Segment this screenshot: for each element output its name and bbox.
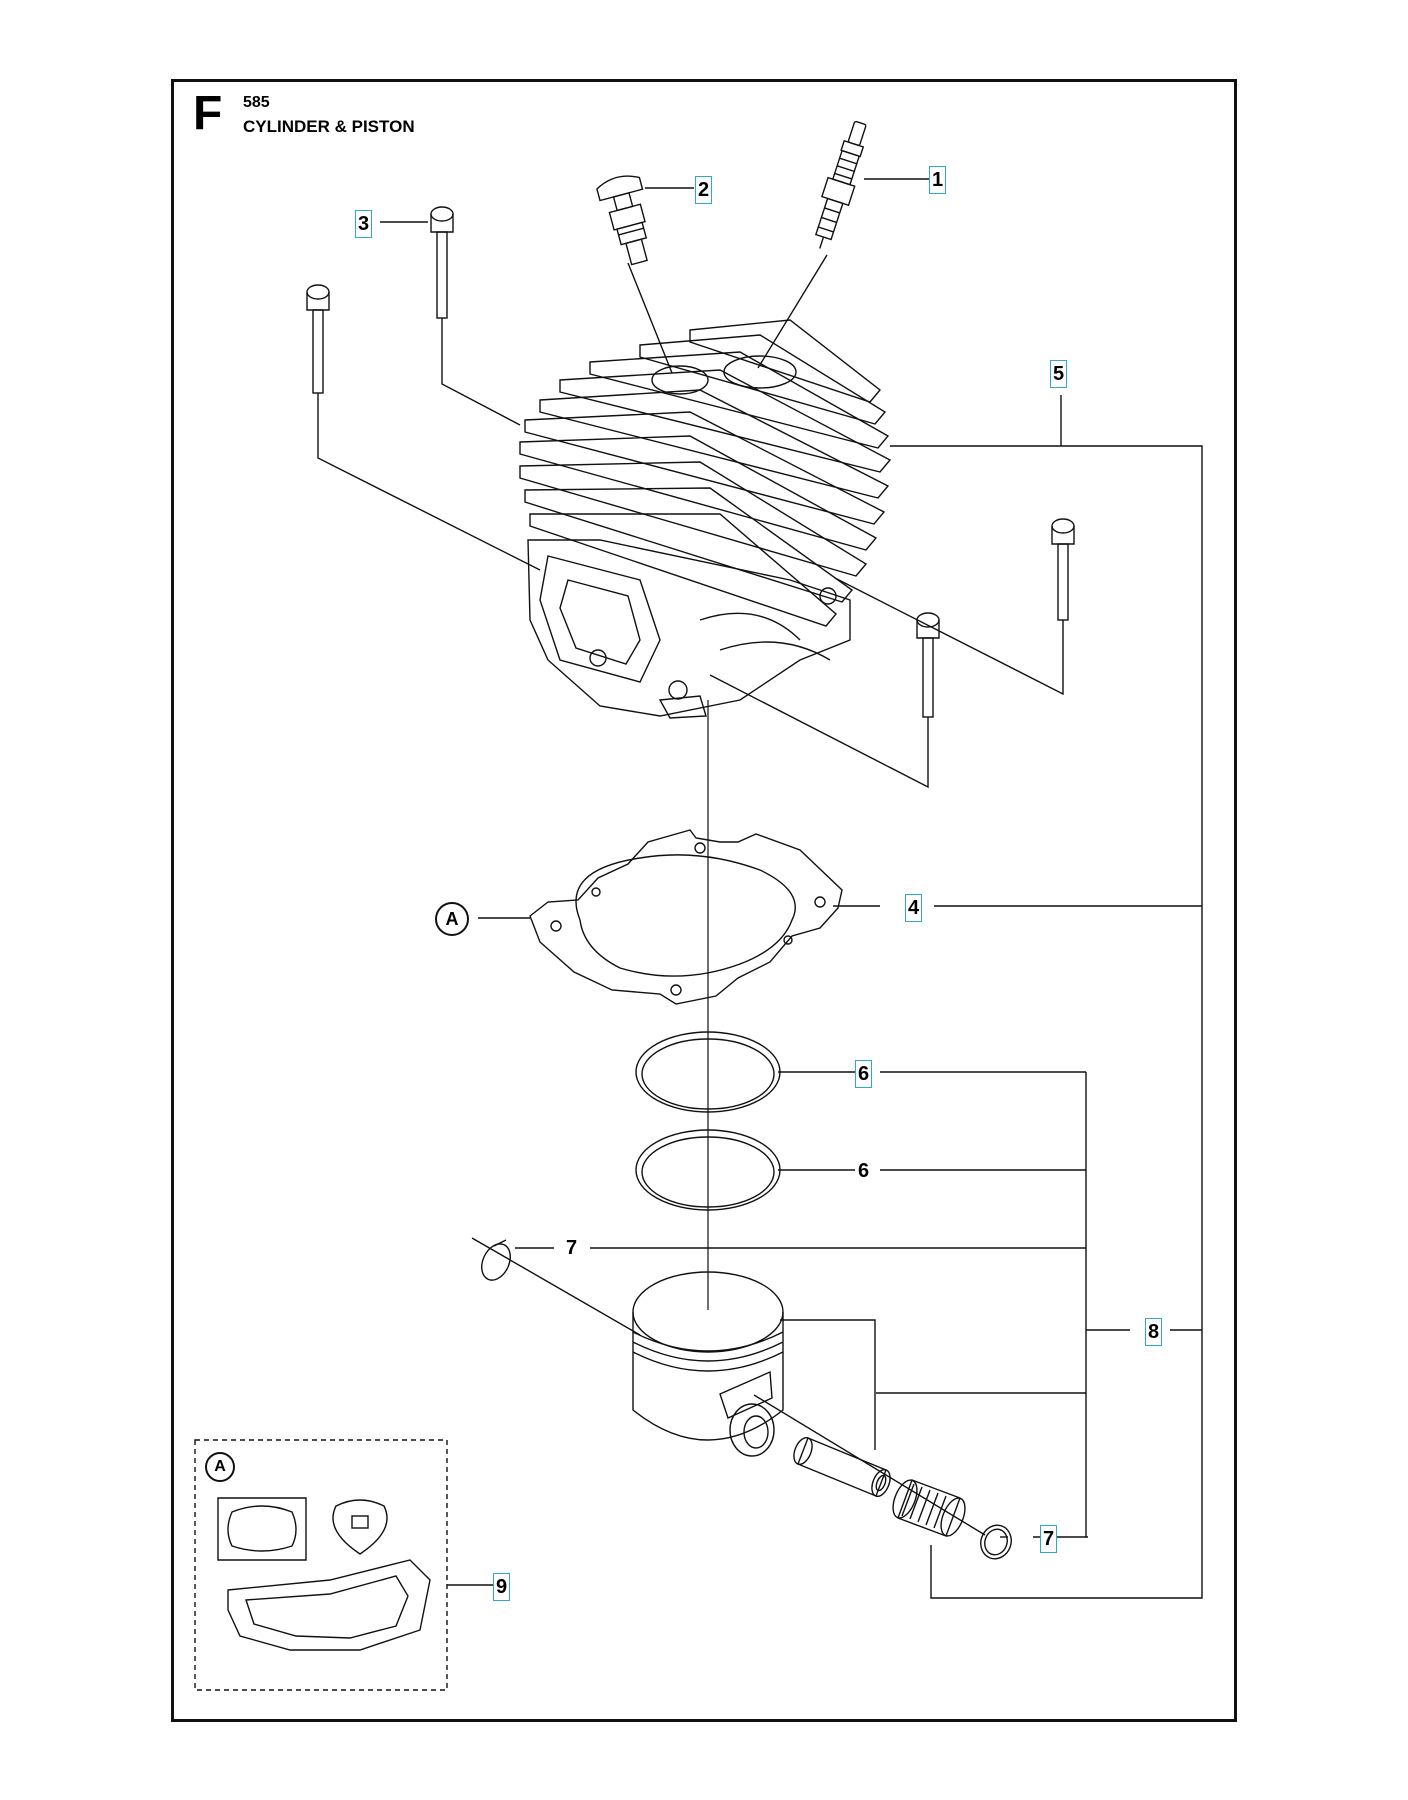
- section-title: CYLINDER & PISTON: [243, 117, 415, 136]
- section-letter: F: [193, 87, 223, 140]
- section-number: 585: [243, 94, 270, 111]
- needle-bearing[interactable]: [888, 1477, 970, 1540]
- callout-6-lower[interactable]: 6: [855, 1158, 872, 1184]
- callout-6-upper[interactable]: 6: [855, 1060, 872, 1088]
- cylinder-gasket[interactable]: [530, 830, 842, 1004]
- callout-3[interactable]: 3: [355, 210, 372, 238]
- wrist-pin[interactable]: [790, 1435, 893, 1499]
- kit-ref-mark-a: A: [205, 1452, 235, 1482]
- cylinder-screw-top[interactable]: [431, 207, 453, 318]
- gasket-kit[interactable]: [195, 1440, 447, 1690]
- spark-plug[interactable]: [806, 119, 873, 253]
- callout-2[interactable]: 2: [695, 176, 712, 204]
- cylinder[interactable]: [520, 320, 890, 718]
- callout-4[interactable]: 4: [905, 894, 922, 922]
- circlip-right[interactable]: [976, 1521, 1016, 1563]
- cylinder-screw-left[interactable]: [307, 285, 329, 393]
- callout-7-lower[interactable]: 7: [1040, 1525, 1057, 1553]
- cylinder-screw-right[interactable]: [1052, 519, 1074, 620]
- callout-8[interactable]: 8: [1145, 1318, 1162, 1346]
- callout-9[interactable]: 9: [493, 1573, 510, 1601]
- callout-7-upper[interactable]: 7: [563, 1235, 580, 1261]
- callout-1[interactable]: 1: [929, 166, 946, 194]
- gasket-ref-mark-a: A: [435, 902, 469, 936]
- circlip-left[interactable]: [476, 1239, 516, 1284]
- decompression-valve[interactable]: [595, 172, 660, 268]
- callout-5[interactable]: 5: [1050, 360, 1067, 388]
